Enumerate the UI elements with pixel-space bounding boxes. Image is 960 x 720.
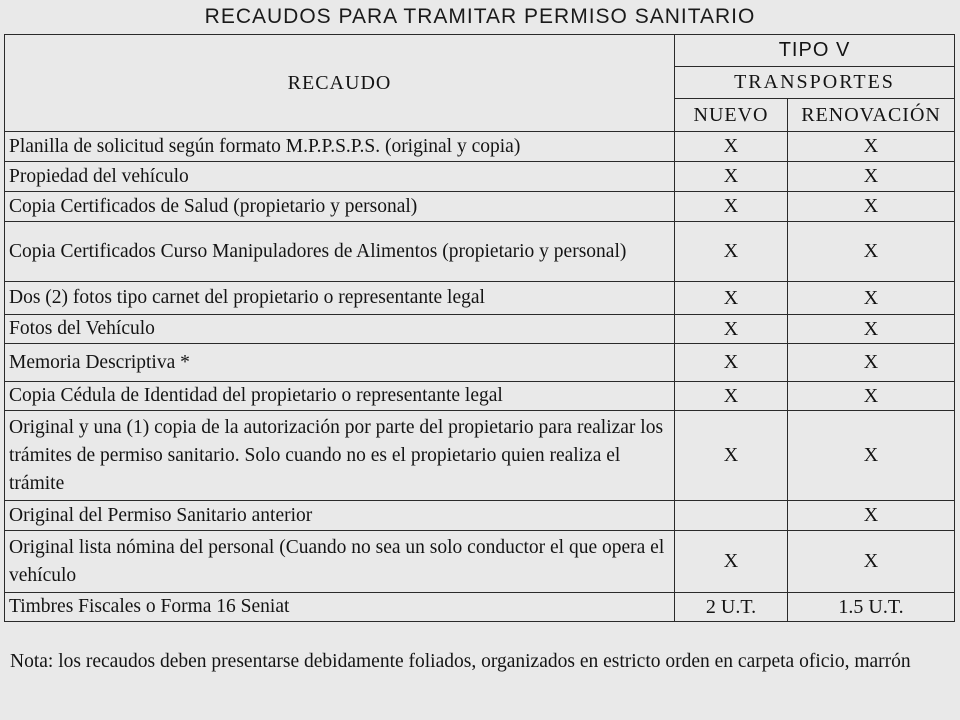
- row-nuevo-mark: X: [675, 344, 788, 382]
- row-nuevo-mark: X: [675, 382, 788, 411]
- header-nuevo: NUEVO: [675, 99, 788, 132]
- row-renovacion-mark: X: [788, 531, 955, 593]
- row-item: Propiedad del vehículo: [5, 162, 675, 192]
- row-item: Planilla de solicitud según formato M.P.P.S.P.S. (original y copia): [5, 132, 675, 162]
- header-transportes: TRANSPORTES: [675, 67, 955, 99]
- table-row: [5, 411, 955, 501]
- row-item: Original del Permiso Sanitario anterior: [5, 501, 675, 531]
- row-item: Original y una (1) copia de la autorización por parte del propietario para realizar los trámites de permiso sanitario. Solo cuando no es el propietario quien realiza el trámite: [5, 411, 675, 501]
- footnote: Nota: los recaudos deben presentarse debidamente foliados, organizados en estricto orden en carpeta oficio, marrón: [10, 651, 911, 672]
- row-item: Timbres Fiscales o Forma 16 Seniat: [5, 593, 675, 622]
- row-nuevo-mark: X: [675, 315, 788, 344]
- row-nuevo-mark: X: [675, 132, 788, 162]
- row-nuevo-mark: X: [675, 222, 788, 282]
- requirements-table: [4, 34, 955, 622]
- document-title: RECAUDOS PARA TRAMITAR PERMISO SANITARIO: [204, 5, 756, 28]
- table-row: [5, 382, 955, 411]
- row-item: Copia Cédula de Identidad del propietario o representante legal: [5, 382, 675, 411]
- row-item: Copia Certificados de Salud (propietario y personal): [5, 192, 675, 222]
- row-renovacion-mark: 1.5 U.T.: [788, 593, 955, 622]
- table-row: [5, 132, 955, 162]
- table-row: [5, 192, 955, 222]
- row-item: Copia Certificados Curso Manipuladores de Alimentos (propietario y personal): [5, 222, 675, 282]
- table-row: [5, 162, 955, 192]
- row-renovacion-mark: X: [788, 192, 955, 222]
- row-nuevo-mark: X: [675, 531, 788, 593]
- row-renovacion-mark: X: [788, 501, 955, 531]
- row-renovacion-mark: X: [788, 162, 955, 192]
- table-row: [5, 282, 955, 315]
- row-item: Memoria Descriptiva *: [5, 344, 675, 382]
- table-row: [5, 222, 955, 282]
- table-row: [5, 531, 955, 593]
- row-renovacion-mark: X: [788, 315, 955, 344]
- row-renovacion-mark: X: [788, 222, 955, 282]
- table-row: [5, 501, 955, 531]
- row-item: Dos (2) fotos tipo carnet del propietario o representante legal: [5, 282, 675, 315]
- row-renovacion-mark: X: [788, 132, 955, 162]
- row-item: Fotos del Vehículo: [5, 315, 675, 344]
- header-tipo: TIPO V: [675, 35, 955, 67]
- row-nuevo-mark: [675, 501, 788, 531]
- row-nuevo-mark: X: [675, 192, 788, 222]
- row-nuevo-mark: X: [675, 411, 788, 501]
- row-renovacion-mark: X: [788, 382, 955, 411]
- table-row: [5, 315, 955, 344]
- row-nuevo-mark: X: [675, 282, 788, 315]
- header-renovacion: RENOVACIÓN: [788, 99, 955, 132]
- row-nuevo-mark: X: [675, 162, 788, 192]
- row-renovacion-mark: X: [788, 282, 955, 315]
- row-item: Original lista nómina del personal (Cuando no sea un solo conductor el que opera el vehículo: [5, 531, 675, 593]
- header-recaudo: RECAUDO: [5, 35, 675, 132]
- row-renovacion-mark: X: [788, 411, 955, 501]
- row-renovacion-mark: X: [788, 344, 955, 382]
- table-row: [5, 344, 955, 382]
- table-row: [5, 593, 955, 622]
- row-nuevo-mark: 2 U.T.: [675, 593, 788, 622]
